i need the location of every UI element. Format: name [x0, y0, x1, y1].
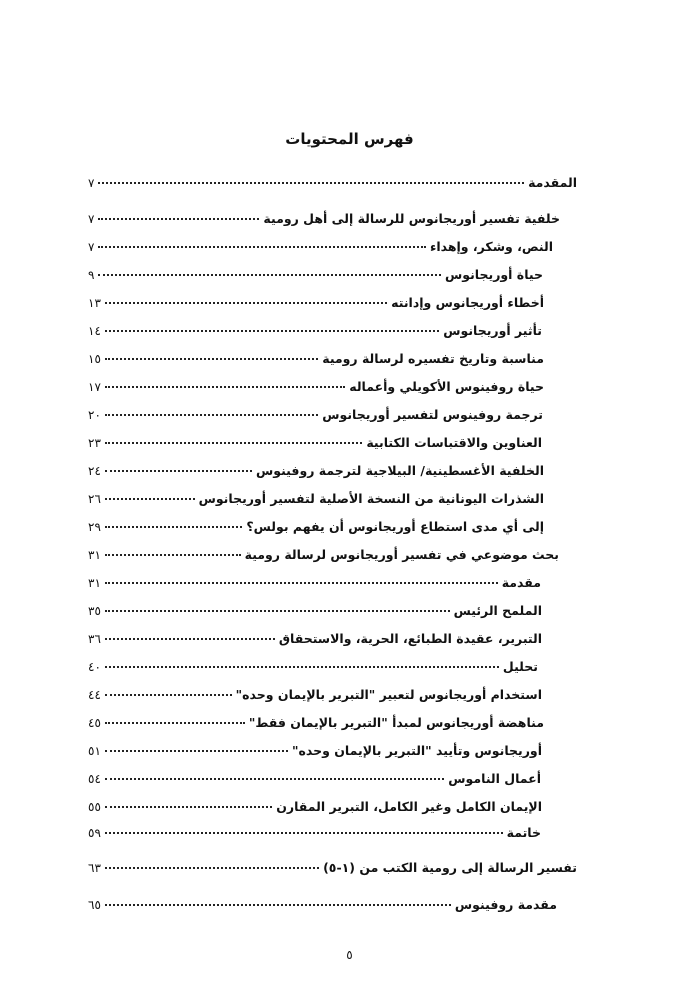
toc-entry-page: ٦٥ [88, 897, 101, 912]
toc-entry-page: ٤٥ [88, 715, 101, 730]
toc-entry-page: ٣١ [88, 575, 101, 590]
dot-leader [105, 597, 450, 612]
toc-entry-title: أوريجانوس وتأييد "التبرير بالإيمان وحده" [292, 742, 542, 758]
toc-entry-page: ٥١ [88, 743, 101, 758]
dot-leader [105, 737, 288, 752]
toc-entry-title: خلفية تفسير أوريجانوس للرسالة إلى أهل رومية [263, 210, 560, 226]
dot-leader [98, 169, 524, 184]
toc-entry [88, 432, 542, 450]
toc-entry-title: مناسبة وتاريخ تفسيره لرسالة رومية [322, 350, 544, 366]
toc-entry-page: ٢٣ [88, 435, 101, 450]
dot-leader [105, 513, 243, 528]
dot-leader [105, 765, 444, 780]
toc-entry-page: ١٣ [88, 295, 101, 310]
dot-leader [98, 205, 259, 220]
toc-entry-page: ٧ [88, 175, 95, 190]
toc-entry [88, 740, 542, 758]
toc-entry [88, 628, 542, 646]
toc-entry-title: أخطاء أوريجانوس وإدانته [391, 294, 544, 310]
toc-entry-title: مقدمة [501, 574, 541, 590]
dot-leader [105, 289, 387, 304]
dot-leader [105, 541, 241, 556]
dot-leader [105, 891, 451, 906]
toc-entry-title: استخدام أوريجانوس لتعبير "التبرير بالإيمان وحده" [235, 686, 542, 702]
toc-entry [88, 320, 542, 338]
toc-entry-page: ٢٠ [88, 407, 101, 422]
toc-entry-page: ٢٦ [88, 491, 101, 506]
toc-entry-title: أعمال الناموس [448, 770, 541, 786]
toc-entry-title: التبرير، عقيدة الطبائع، الحرية، والاستحقاق [278, 630, 542, 646]
toc-entry-page: ٣٦ [88, 631, 101, 646]
toc-entry-page: ٤٠ [88, 659, 101, 674]
toc-entry-title: تفسير الرسالة إلى رومية الكتب من (١-٥) [323, 859, 577, 875]
toc-entry-page: ١٥ [88, 351, 101, 366]
toc-entry-page: ٥٤ [88, 771, 101, 786]
toc-entry [88, 684, 542, 702]
toc-entry-title: المقدمة [528, 174, 577, 190]
toc-entry-title: بحث موضوعي في تفسير أوريجانوس لرسالة رومية [244, 546, 559, 562]
toc-entry [88, 656, 538, 674]
toc-entry-title: النص، وشكر، وإهداء [429, 238, 553, 254]
dot-leader [105, 819, 503, 834]
toc-entry-page: ٢٤ [88, 463, 101, 478]
toc-entry [88, 796, 542, 814]
toc-entry-page: ٣١ [88, 547, 101, 562]
toc-entry [88, 376, 544, 394]
toc-entry-page: ٦٣ [88, 860, 101, 875]
toc-entry-page: ٧ [88, 211, 95, 226]
toc-entry [88, 857, 577, 875]
dot-leader [105, 373, 345, 388]
dot-leader [105, 569, 498, 584]
toc-entry-title: الإيمان الكامل وغير الكامل، التبرير المقارن [276, 798, 542, 814]
toc-entry [88, 516, 544, 534]
page-number: ٥ [346, 948, 353, 962]
toc-entry-page: ٤٤ [88, 687, 101, 702]
toc-entry-page: ٢٩ [88, 519, 101, 534]
toc-entry [88, 600, 542, 618]
toc-entry-page: ٧ [88, 239, 95, 254]
toc-entry-page: ١٤ [88, 323, 101, 338]
dot-leader [105, 625, 275, 640]
toc-entry [88, 208, 560, 226]
toc-entry-page: ١٧ [88, 379, 101, 394]
dot-leader [105, 709, 245, 724]
toc-entry-page: ٥٥ [88, 799, 101, 814]
dot-leader [105, 681, 232, 696]
toc-entry [88, 488, 544, 506]
toc-entry-title: مناهضة أوريجانوس لمبدأ "التبرير بالإيمان فقط" [248, 714, 544, 730]
dot-leader [98, 233, 425, 248]
dot-leader [105, 345, 318, 360]
toc-entry-title: الشذرات اليونانية من النسخة الأصلية لتفسير أوريجانوس [198, 490, 544, 506]
dot-leader [105, 317, 439, 332]
toc-entry [88, 712, 544, 730]
toc-entry-title: تأثير أوريجانوس [443, 322, 542, 338]
toc-entry [88, 404, 543, 422]
toc-entry [88, 894, 557, 912]
dot-leader [105, 401, 318, 416]
dot-leader [105, 653, 499, 668]
toc-entry [88, 292, 544, 310]
toc-entry-title: ترجمة روفينوس لتفسير أوريجانوس [322, 406, 543, 422]
page-title: فهرس المحتويات [285, 130, 414, 148]
toc-entry-title: خاتمة [506, 824, 541, 840]
toc-entry [88, 348, 544, 366]
dot-leader [98, 261, 441, 276]
toc-entry-page: ٣٥ [88, 603, 101, 618]
toc-entry-page: ٩ [88, 267, 95, 282]
toc-entry-title: العناوين والاقتباسات الكتابية [366, 434, 542, 450]
toc-entry-title: إلى أي مدى استطاع أوريجانوس أن يفهم بولس؟ [246, 518, 544, 534]
toc-entry-title: تحليل [502, 658, 538, 674]
dot-leader [105, 429, 362, 444]
toc-entry [88, 768, 541, 786]
dot-leader [105, 793, 272, 808]
toc-entry [88, 236, 553, 254]
toc-entry-title: حياة روفينوس الأكويلي وأعماله [349, 378, 544, 394]
toc-entry-title: مقدمة روفينوس [454, 896, 557, 912]
toc-entry-title: الخلفية الأغسطينية/ البيلاجية لترجمة روفينوس [255, 462, 544, 478]
dot-leader [105, 485, 195, 500]
dot-leader [105, 854, 319, 869]
toc-entry [88, 822, 541, 840]
toc-entry-title: حياة أوريجانوس [445, 266, 543, 282]
toc-entry-page: ٥٩ [88, 825, 101, 840]
toc-entry [88, 172, 577, 190]
toc-entry-title: الملمح الرئيس [453, 602, 542, 618]
dot-leader [105, 457, 252, 472]
toc-entry [88, 572, 541, 590]
toc-entry [88, 544, 559, 562]
toc-entry [88, 460, 544, 478]
toc-entry [88, 264, 543, 282]
